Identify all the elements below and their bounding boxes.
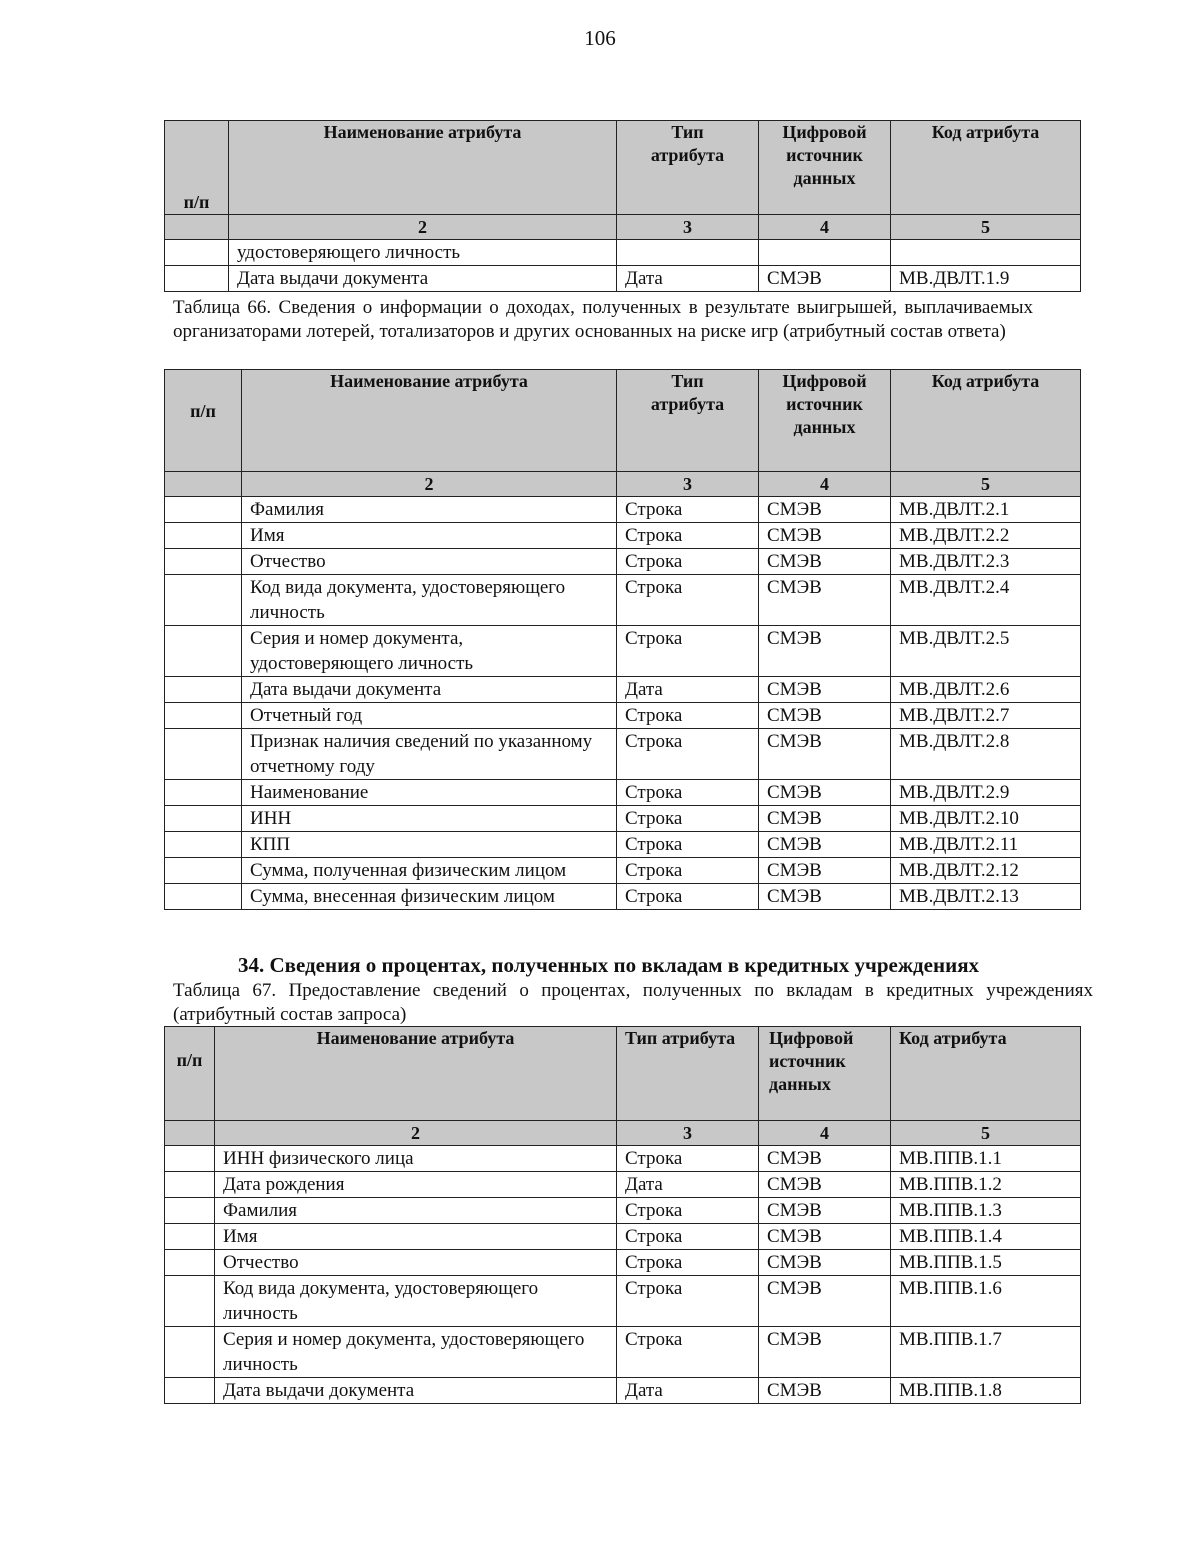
table-row <box>165 884 1081 910</box>
cell-attribute-code: МВ.ППВ.1.3 <box>891 1198 1081 1224</box>
cell-attribute-name: Сумма, внесенная физическим лицом <box>242 884 617 910</box>
attribute-table <box>164 369 1081 910</box>
cell-attribute-name: Дата рождения <box>215 1172 617 1198</box>
col-header-name: Наименование атрибута <box>215 1027 617 1121</box>
col-number: 3 <box>617 1121 759 1146</box>
cell-attribute-code: МВ.ДВЛТ.2.5 <box>891 626 1081 677</box>
cell-data-source: СМЭВ <box>759 703 891 729</box>
col-header-code: Код атрибута <box>891 1027 1081 1121</box>
table-row <box>165 858 1081 884</box>
cell-attribute-name: Признак наличия сведений по указанному отчетному году <box>242 729 617 780</box>
cell-data-source: СМЭВ <box>759 1276 891 1327</box>
table-row <box>165 626 1081 677</box>
cell-data-source: СМЭВ <box>759 626 891 677</box>
cell-attribute-code: МВ.ППВ.1.8 <box>891 1378 1081 1404</box>
cell-attribute-code: МВ.ДВЛТ.1.9 <box>891 266 1081 292</box>
table67-caption: Таблица 67. Предоставление сведений о процентах, полученных по вкладам в кредитных учреждениях (атрибутный состав запроса) <box>173 980 1093 1025</box>
cell-data-source: СМЭВ <box>759 1146 891 1172</box>
cell-attribute-type: Строка <box>617 1146 759 1172</box>
cell-attribute-type: Дата <box>617 1172 759 1198</box>
cell-attribute-name: Сумма, полученная физическим лицом <box>242 858 617 884</box>
cell-num <box>165 626 242 677</box>
col-number <box>165 472 242 497</box>
cell-num <box>165 806 242 832</box>
cell-attribute-name: Отчество <box>242 549 617 575</box>
col-number <box>165 215 229 240</box>
cell-data-source: СМЭВ <box>759 1224 891 1250</box>
cell-attribute-type: Строка <box>617 1276 759 1327</box>
cell-num <box>165 266 229 292</box>
col-header-num: п/п <box>165 1027 215 1121</box>
cell-data-source: СМЭВ <box>759 677 891 703</box>
cell-attribute-type: Строка <box>617 575 759 626</box>
col-header-num: п/п <box>165 121 229 215</box>
cell-num <box>165 497 242 523</box>
col-number: 2 <box>215 1121 617 1146</box>
cell-attribute-code: МВ.ДВЛТ.2.1 <box>891 497 1081 523</box>
cell-attribute-type: Дата <box>617 1378 759 1404</box>
col-number: 3 <box>617 472 759 497</box>
col-header-source: Цифровой источник данных <box>759 370 891 472</box>
cell-num <box>165 1198 215 1224</box>
cell-num <box>165 240 229 266</box>
col-number: 4 <box>759 472 891 497</box>
cell-attribute-type: Строка <box>617 1224 759 1250</box>
col-number: 5 <box>891 215 1081 240</box>
cell-attribute-name: Отчество <box>215 1250 617 1276</box>
table-row <box>165 806 1081 832</box>
cell-num <box>165 703 242 729</box>
cell-data-source: СМЭВ <box>759 1250 891 1276</box>
cell-attribute-type: Строка <box>617 1250 759 1276</box>
cell-attribute-code: МВ.ДВЛТ.2.8 <box>891 729 1081 780</box>
cell-attribute-type: Строка <box>617 626 759 677</box>
cell-num <box>165 729 242 780</box>
cell-attribute-code: МВ.ДВЛТ.2.4 <box>891 575 1081 626</box>
col-header-code: Код атрибута <box>891 121 1081 215</box>
col-header-type: Тип атрибута <box>617 370 759 472</box>
col-number: 4 <box>759 215 891 240</box>
table-row <box>165 240 1081 266</box>
cell-data-source: СМЭВ <box>759 1378 891 1404</box>
table-row <box>165 1224 1081 1250</box>
cell-attribute-code: МВ.ППВ.1.6 <box>891 1276 1081 1327</box>
col-number: 5 <box>891 472 1081 497</box>
cell-attribute-type: Строка <box>617 703 759 729</box>
cell-data-source: СМЭВ <box>759 497 891 523</box>
cell-data-source: СМЭВ <box>759 266 891 292</box>
cell-num <box>165 858 242 884</box>
cell-num <box>165 1327 215 1378</box>
table66-caption: Таблица 66. Сведения о информации о доходах, полученных в результате выигрышей, выплачиваемых организаторами лотерей, тотализаторов и других основанных на риске игр (атрибутный состав ответа) <box>173 297 1033 342</box>
cell-attribute-code: МВ.ДВЛТ.2.6 <box>891 677 1081 703</box>
cell-num <box>165 780 242 806</box>
col-header-name: Наименование атрибута <box>229 121 617 215</box>
col-header-type: Тип атрибута <box>617 121 759 215</box>
cell-attribute-name: Дата выдачи документа <box>242 677 617 703</box>
cell-attribute-type: Дата <box>617 677 759 703</box>
cell-data-source: СМЭВ <box>759 1198 891 1224</box>
cell-num <box>165 1146 215 1172</box>
cell-attribute-type: Дата <box>617 266 759 292</box>
cell-data-source: СМЭВ <box>759 780 891 806</box>
cell-data-source: СМЭВ <box>759 575 891 626</box>
col-header-code: Код атрибута <box>891 370 1081 472</box>
cell-attribute-code: МВ.ДВЛТ.2.3 <box>891 549 1081 575</box>
cell-data-source: СМЭВ <box>759 884 891 910</box>
cell-attribute-name: Серия и номер документа, удостоверяющего личность <box>242 626 617 677</box>
cell-data-source: СМЭВ <box>759 1172 891 1198</box>
cell-num <box>165 884 242 910</box>
table-row <box>165 1378 1081 1404</box>
col-number-row <box>165 472 1081 497</box>
cell-attribute-name: Фамилия <box>215 1198 617 1224</box>
cell-num <box>165 677 242 703</box>
cell-attribute-code: МВ.ДВЛТ.2.10 <box>891 806 1081 832</box>
table-row <box>165 497 1081 523</box>
col-number: 5 <box>891 1121 1081 1146</box>
table-row <box>165 1276 1081 1327</box>
cell-attribute-name: Код вида документа, удостоверяющего личность <box>215 1276 617 1327</box>
cell-attribute-type: Строка <box>617 884 759 910</box>
cell-attribute-type: Строка <box>617 497 759 523</box>
col-header-source: Цифровой источник данных <box>759 1027 891 1121</box>
attribute-table <box>164 1026 1081 1404</box>
cell-num <box>165 1378 215 1404</box>
col-number: 2 <box>242 472 617 497</box>
cell-attribute-name: Дата выдачи документа <box>215 1378 617 1404</box>
cell-attribute-name: Имя <box>242 523 617 549</box>
col-number: 3 <box>617 215 759 240</box>
page-number: 106 <box>584 26 616 50</box>
cell-attribute-code: МВ.ППВ.1.5 <box>891 1250 1081 1276</box>
table-row <box>165 523 1081 549</box>
col-number-row <box>165 1121 1081 1146</box>
cell-attribute-code: МВ.ДВЛТ.2.2 <box>891 523 1081 549</box>
cell-attribute-name: Серия и номер документа, удостоверяющего личность <box>215 1327 617 1378</box>
table67 <box>164 1026 1081 1404</box>
cell-num <box>165 1224 215 1250</box>
cell-attribute-name: Фамилия <box>242 497 617 523</box>
cell-attribute-code: МВ.ДВЛТ.2.7 <box>891 703 1081 729</box>
cell-num <box>165 575 242 626</box>
cell-attribute-name: удостоверяющего личность <box>229 240 617 266</box>
cell-num <box>165 523 242 549</box>
cell-num <box>165 1172 215 1198</box>
col-header-name: Наименование атрибута <box>242 370 617 472</box>
cell-attribute-type: Строка <box>617 729 759 780</box>
cell-attribute-name: ИНН физического лица <box>215 1146 617 1172</box>
cell-data-source: СМЭВ <box>759 832 891 858</box>
table-row <box>165 266 1081 292</box>
cell-attribute-type: Строка <box>617 1198 759 1224</box>
table-row <box>165 703 1081 729</box>
cell-attribute-type: Строка <box>617 832 759 858</box>
cell-attribute-code: МВ.ДВЛТ.2.12 <box>891 858 1081 884</box>
cell-data-source <box>759 240 891 266</box>
cell-num <box>165 1250 215 1276</box>
table-row <box>165 729 1081 780</box>
cell-attribute-type: Строка <box>617 523 759 549</box>
cell-num <box>165 1276 215 1327</box>
table-row <box>165 549 1081 575</box>
cell-attribute-code: МВ.ППВ.1.7 <box>891 1327 1081 1378</box>
table-row <box>165 780 1081 806</box>
attribute-table <box>164 120 1081 292</box>
cell-attribute-code: МВ.ДВЛТ.2.11 <box>891 832 1081 858</box>
table-row <box>165 1198 1081 1224</box>
table-row <box>165 575 1081 626</box>
table-row <box>165 832 1081 858</box>
cell-attribute-code: МВ.ППВ.1.4 <box>891 1224 1081 1250</box>
col-header-num: п/п <box>165 370 242 472</box>
section-title: 34. Сведения о процентах, полученных по вкладам в кредитных учреждениях <box>238 953 980 977</box>
cell-attribute-type: Строка <box>617 1327 759 1378</box>
col-number <box>165 1121 215 1146</box>
cell-num <box>165 832 242 858</box>
cell-attribute-code: МВ.ДВЛТ.2.13 <box>891 884 1081 910</box>
cell-attribute-type <box>617 240 759 266</box>
cell-attribute-code: МВ.ППВ.1.1 <box>891 1146 1081 1172</box>
table-row <box>165 1250 1081 1276</box>
col-header-source: Цифровой источник данных <box>759 121 891 215</box>
cell-num <box>165 549 242 575</box>
cell-attribute-code <box>891 240 1081 266</box>
cell-attribute-type: Строка <box>617 806 759 832</box>
cell-attribute-name: Дата выдачи документа <box>229 266 617 292</box>
table-row <box>165 677 1081 703</box>
cell-attribute-code: МВ.ППВ.1.2 <box>891 1172 1081 1198</box>
cell-attribute-type: Строка <box>617 858 759 884</box>
table-continued <box>164 120 1081 292</box>
cell-attribute-name: Наименование <box>242 780 617 806</box>
col-number: 2 <box>229 215 617 240</box>
cell-attribute-name: КПП <box>242 832 617 858</box>
cell-data-source: СМЭВ <box>759 549 891 575</box>
cell-attribute-name: Отчетный год <box>242 703 617 729</box>
cell-attribute-name: ИНН <box>242 806 617 832</box>
cell-attribute-name: Код вида документа, удостоверяющего личность <box>242 575 617 626</box>
col-number: 4 <box>759 1121 891 1146</box>
table-row <box>165 1172 1081 1198</box>
table66 <box>164 369 1081 910</box>
cell-attribute-name: Имя <box>215 1224 617 1250</box>
cell-attribute-type: Строка <box>617 780 759 806</box>
cell-attribute-code: МВ.ДВЛТ.2.9 <box>891 780 1081 806</box>
cell-data-source: СМЭВ <box>759 523 891 549</box>
cell-data-source: СМЭВ <box>759 729 891 780</box>
cell-data-source: СМЭВ <box>759 806 891 832</box>
table-row <box>165 1327 1081 1378</box>
cell-attribute-type: Строка <box>617 549 759 575</box>
col-number-row <box>165 215 1081 240</box>
cell-data-source: СМЭВ <box>759 1327 891 1378</box>
col-header-type: Тип атрибута <box>617 1027 759 1121</box>
cell-data-source: СМЭВ <box>759 858 891 884</box>
table-row <box>165 1146 1081 1172</box>
